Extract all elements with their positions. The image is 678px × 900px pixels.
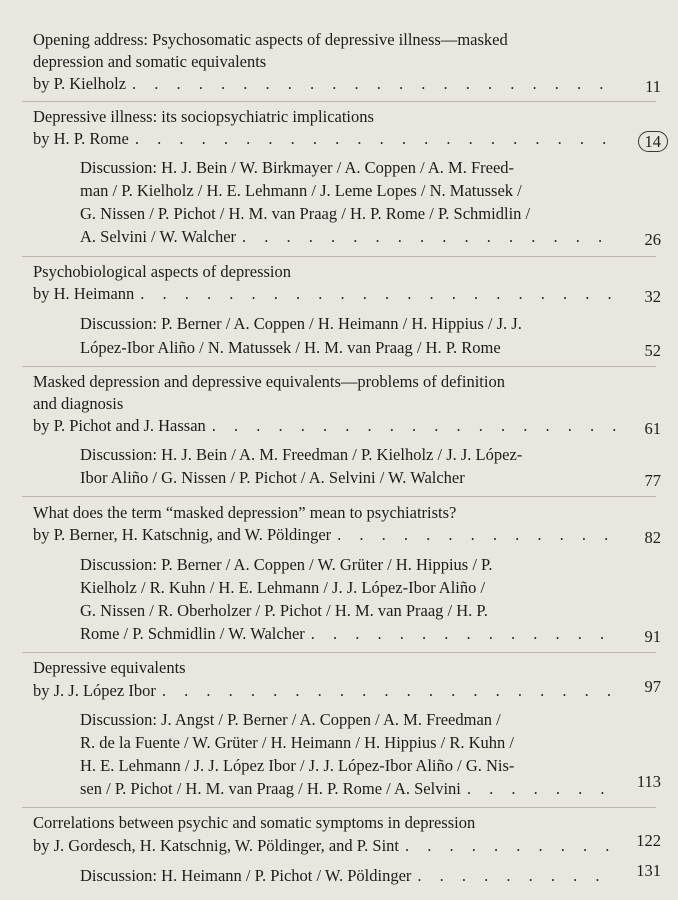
dot-leader xyxy=(405,835,609,857)
discussion-page-number: 77 xyxy=(644,471,661,490)
entry-author-line xyxy=(33,283,623,305)
page-number: 97 xyxy=(644,677,661,696)
dot-leader xyxy=(140,283,617,305)
entry-author-line xyxy=(33,524,623,546)
dot-leader xyxy=(417,865,612,887)
discussion-line: Kielholz / R. Kuhn / H. E. Lehmann / J. J. López-Ibor Aliño / xyxy=(80,578,486,597)
page-number: 82 xyxy=(644,528,661,547)
discussion-line: A. Selvini / W. Walcher xyxy=(80,227,237,246)
dot-leader xyxy=(135,128,617,150)
entry-author: by H. P. Rome xyxy=(33,129,129,148)
discussion-page-number: 26 xyxy=(644,230,661,249)
entry-title: Depressive equivalents xyxy=(33,658,186,677)
discussion-page-number: 131 xyxy=(636,861,661,880)
dot-leader xyxy=(162,680,617,702)
entry-author-line xyxy=(33,415,623,437)
discussion-end-line xyxy=(80,226,626,248)
entry-author: by P. Kielholz xyxy=(33,74,127,93)
dot-leader xyxy=(467,778,620,800)
entry-divider xyxy=(22,101,656,102)
entry-title: Correlations between psychic and somatic symptoms in depression xyxy=(33,813,476,832)
discussion-line: Discussion: P. Berner / A. Coppen / W. Grüter / H. Hippius / P. xyxy=(80,555,493,574)
entry-divider xyxy=(22,366,656,367)
discussion-end-line xyxy=(80,623,626,645)
discussion-end-line xyxy=(80,865,618,887)
entry-divider xyxy=(22,652,656,653)
page-number: 61 xyxy=(644,419,661,438)
entry-author: by J. Gordesch, H. Katschnig, W. Pöldinger, and P. Sint xyxy=(33,836,399,855)
entry-author-line xyxy=(33,128,623,150)
discussion-line: Discussion: P. Berner / A. Coppen / H. Heimann / H. Hippius / J. J. xyxy=(80,314,522,333)
discussion-line: G. Nissen / P. Pichot / H. M. van Praag / H. P. Rome / P. Schmidlin / xyxy=(80,204,531,223)
entry-author: by P. Pichot and J. Hassan xyxy=(33,416,206,435)
entry-author: by P. Berner, H. Katschnig, and W. Pöldinger xyxy=(33,525,332,544)
dot-leader xyxy=(132,73,617,95)
entry-divider xyxy=(22,807,656,808)
discussion-line: H. E. Lehmann / J. J. López Ibor / J. J. López-Ibor Aliño / G. Nis- xyxy=(80,756,515,775)
entry-title: Opening address: Psychosomatic aspects of depressive illness—masked xyxy=(33,30,508,49)
dot-leader xyxy=(311,623,620,645)
discussion-page-number: 113 xyxy=(636,772,661,791)
entry-author: by H. Heimann xyxy=(33,284,135,303)
handwritten-circle-mark: 14 xyxy=(638,131,669,152)
discussion-line: G. Nissen / R. Oberholzer / P. Pichot / H. M. van Praag / H. P. xyxy=(80,601,488,620)
discussion-line: Discussion: H. J. Bein / W. Birkmayer / A. Coppen / A. M. Freed- xyxy=(80,158,515,177)
discussion-line: Discussion: H. J. Bein / A. M. Freedman / P. Kielholz / J. J. López- xyxy=(80,445,523,464)
entry-title: Psychobiological aspects of depression xyxy=(33,262,291,281)
entry-author-line xyxy=(33,73,623,95)
discussion-line: Rome / P. Schmidlin / W. Walcher xyxy=(80,624,305,643)
entry-author-line xyxy=(33,680,623,702)
discussion-line: sen / P. Pichot / H. M. van Praag / H. P. Rome / A. Selvini xyxy=(80,779,461,798)
discussion-line: Discussion: J. Angst / P. Berner / A. Coppen / A. M. Freedman / xyxy=(80,710,501,729)
discussion-page-number: 91 xyxy=(644,627,661,646)
page-number: 122 xyxy=(636,831,661,850)
discussion-line: Ibor Aliño / G. Nissen / P. Pichot / A. Selvini / W. Walcher xyxy=(80,468,465,487)
dot-leader xyxy=(337,524,617,546)
discussion-line: López-Ibor Aliño / N. Matussek / H. M. van Praag / H. P. Rome xyxy=(80,338,501,357)
discussion-end-line xyxy=(80,778,626,800)
entry-author-line xyxy=(33,835,615,857)
page-number: 32 xyxy=(644,287,661,306)
entry-title: Depressive illness: its sociopsychiatric implications xyxy=(33,107,374,126)
page-number-circled xyxy=(638,131,662,153)
entry-title: Masked depression and depressive equivalents—problems of definition xyxy=(33,372,505,391)
entry-author: by J. J. López Ibor xyxy=(33,681,156,700)
discussion-line: Discussion: H. Heimann / P. Pichot / W. Pöldinger xyxy=(80,866,412,885)
entry-divider xyxy=(22,496,656,497)
entry-title: and diagnosis xyxy=(33,394,124,413)
dot-leader xyxy=(242,226,620,248)
entry-divider xyxy=(22,256,656,257)
dot-leader xyxy=(212,415,617,437)
discussion-line: man / P. Kielholz / H. E. Lehmann / J. Leme Lopes / N. Matussek / xyxy=(80,181,522,200)
discussion-line: R. de la Fuente / W. Grüter / H. Heimann / H. Hippius / R. Kuhn / xyxy=(80,733,515,752)
page-number: 11 xyxy=(645,77,661,96)
discussion-page-number: 52 xyxy=(644,341,661,360)
entry-title: What does the term “masked depression” mean to psychiatrists? xyxy=(33,503,457,522)
entry-title: depression and somatic equivalents xyxy=(33,52,267,71)
